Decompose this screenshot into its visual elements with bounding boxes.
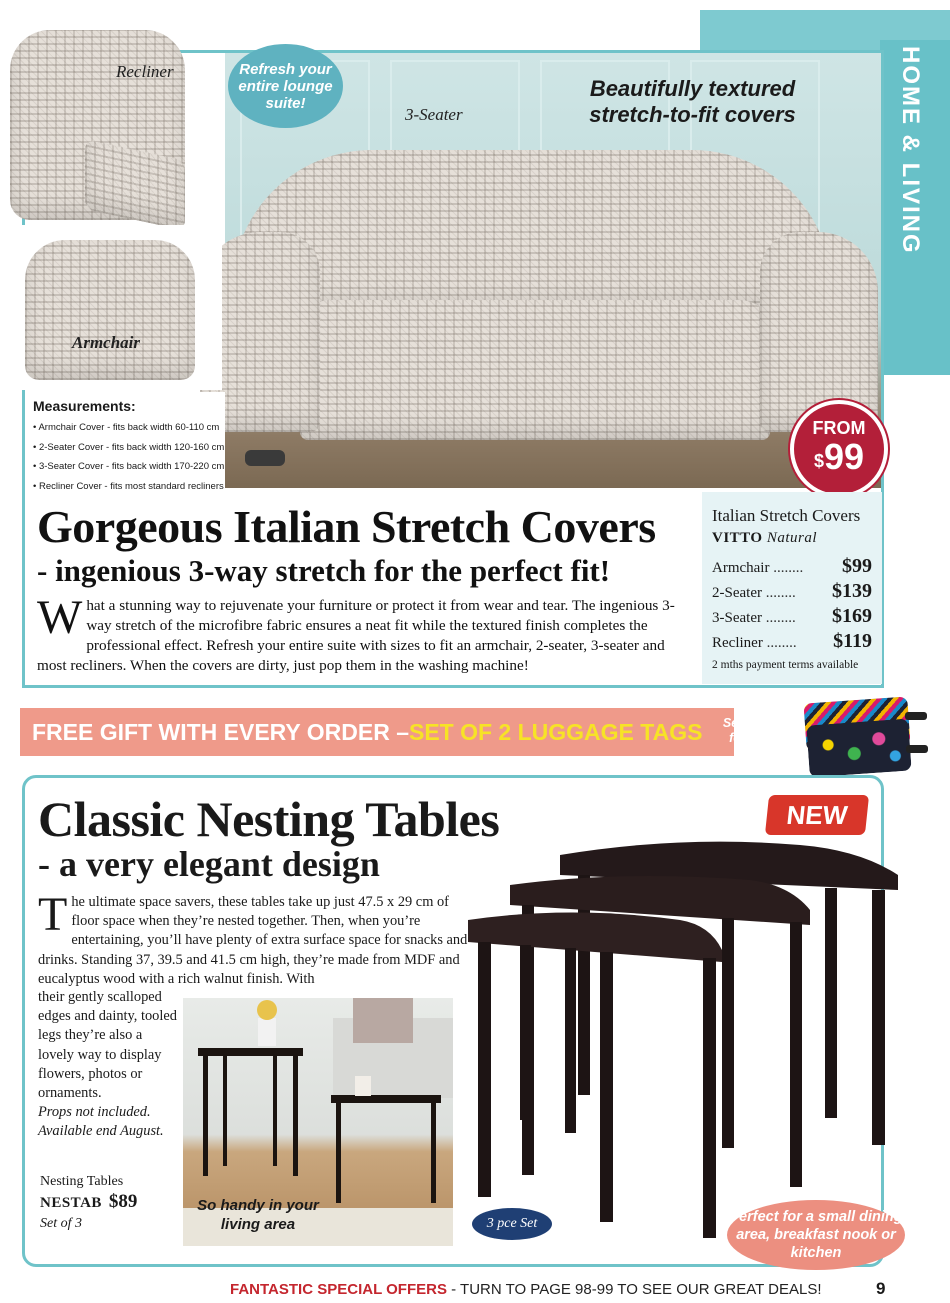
size-name: Recliner ..... [712,635,797,652]
from-price-amount: 99 [823,436,865,477]
gift-see-page-note: See page 96 for details [722,716,796,745]
price-row [712,580,872,605]
tables-body-text: he ultimate space savers, these tables take up just 47.5 x 29 cm of floor space when they’re nested together. Then, when you’re entertaining, you’ll have plenty of extra surface space for snacks and drinks. Standing 37, 39.5 and 41.5 cm high, they’re made from MDF and eucalyptus wood with a rich walnut finish. With [38,894,468,987]
size-price: $119 [833,630,872,652]
armchair-label: Armchair [72,333,141,352]
free-gift-banner [20,708,734,756]
three-seater-label: 3-Seater [405,105,463,124]
measurements-box [25,392,225,490]
set-note: Set of 3 [40,1216,82,1231]
covers-body-text: hat a stunning way to rejuvenate your furniture or protect it from wear and tear. The ingenious 3-way stretch of the microfibre fabric ensures a neat fit while the textured finish completes the professional effect. Refresh your entire suite with sizes to fit an armchair, 2-seater, 3-seater and most recliners. When the covers are dirty, just pop them in the washing machine! [37,597,675,674]
sofa-right-arm-image [760,232,878,432]
from-price-badge [790,400,888,498]
table-top [198,1048,303,1056]
product-colour: Natural [766,530,818,546]
price-row [712,630,872,655]
flowers-shape [257,1000,277,1020]
covers-headline: Gorgeous Italian Stretch Covers [37,501,656,552]
mug-shape [355,1076,371,1096]
luggage-tag-strap [906,745,928,753]
footer-offer-text: - TURN TO PAGE 98-99 TO SEE OUR GREAT DEALS! [446,1281,822,1298]
price-panel-title: Italian Stretch Covers [712,506,861,525]
measurement-item: • Recliner Cover - fits most standard recliners [33,480,224,492]
small-table-top [468,913,722,963]
size-price: $99 [842,555,872,577]
covers-body [37,591,687,676]
footer-offer-highlight: FANTASTIC SPECIAL OFFERS [230,1281,447,1298]
recliner-label: Recliner [116,62,174,81]
measurements-title: Measurements: [33,398,136,414]
from-label: FROM [812,418,866,438]
armchair-image [25,240,195,380]
currency-symbol: $ [813,451,824,471]
vase-shape [258,1018,276,1046]
from-price [794,436,884,477]
size-name: 3-Seater ..... [712,610,796,627]
sofa-back-image [232,150,832,310]
tables-body [38,888,470,989]
covers-price-panel [702,492,882,684]
gift-banner-lead: FREE GIFT WITH EVERY ORDER – [32,718,409,745]
textured-callout: Beautifully textured stretch-to-fit covers [589,76,796,127]
tables-body-side-text: their gently scalloped edges and dainty, tooled legs they’re also a lovely way to display flowers, photos or ornaments. [38,989,177,1102]
gift-banner-highlight: SET OF 2 LUGGAGE TAGS [408,718,703,745]
price-row [712,555,872,580]
product-code-line [712,530,872,547]
three-piece-badge: 3 pce Set [472,1208,552,1240]
size-name: 2-Seater ..... [712,585,796,602]
price-row [712,605,872,630]
nesting-tables-image [460,830,900,1250]
size-name: Armchair ..... [712,560,803,577]
measurement-item: • 2-Seater Cover - fits back width 120-160 cm [33,441,225,453]
tables-headline: Classic Nesting Tables [38,791,500,847]
tables-body-side [38,988,178,1142]
luggage-tag-strap [905,712,927,720]
measurement-item: • 3-Seater Cover - fits back width 170-220 cm [33,461,225,472]
tables-price-block [40,1172,137,1234]
measurement-item: • Armchair Cover - fits back width 60-110 cm [33,422,220,433]
payment-terms-note: 2 mths payment terms available [712,659,859,671]
props-note: Props not included. [38,1104,151,1121]
perfect-for-badge: Perfect for a small dining area, breakfast nook or kitchen [727,1200,905,1270]
table-top [331,1095,441,1103]
tables-dropcap: T [38,888,68,941]
inset-caption: So handy in your living area [197,1197,319,1233]
available-note: Available end August. [38,1123,164,1140]
cushion-shape [353,998,413,1043]
footer-offer [230,1281,822,1298]
size-price: $169 [832,605,872,627]
page-number: 9 [876,1279,886,1298]
tables-price: $89 [108,1191,138,1212]
section-tab-label: HOME & LIVING [897,45,924,255]
tables-product-name: Nesting Tables [40,1174,124,1189]
new-badge: NEW [765,795,869,835]
sofa-foot [245,450,285,466]
covers-subheadline: - ingenious 3-way stretch for the perfect fit! [37,553,611,588]
luggage-tag-image [806,719,911,778]
product-code: VITTO [712,530,763,546]
tables-code: NESTAB [40,1195,102,1211]
covers-dropcap: W [37,591,83,644]
sofa-seat-image [300,300,770,440]
tables-subheadline: - a very elegant design [38,844,380,884]
refresh-badge: Refresh your entire lounge suite! [228,44,343,128]
size-price: $139 [832,580,872,602]
